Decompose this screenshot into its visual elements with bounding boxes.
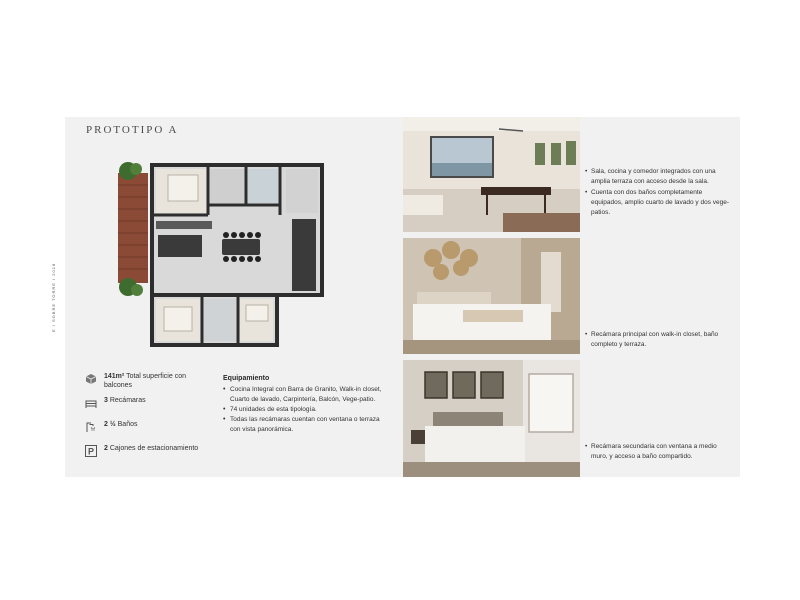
spec-bedrooms-value: 3	[104, 397, 108, 404]
spec-bedrooms	[85, 396, 215, 418]
living-room-description	[585, 167, 735, 219]
equipment-section	[223, 375, 383, 435]
spec-bathrooms-value: 2 ½	[104, 421, 116, 428]
living-room-photo	[403, 117, 580, 232]
secondary-bedroom-description-list	[585, 442, 735, 462]
master-bedroom-description-list	[585, 330, 735, 350]
equipment-list	[223, 385, 383, 435]
equipment-heading: Equipamiento	[223, 375, 270, 382]
spec-bedrooms-label: Recámaras	[109, 397, 146, 404]
spec-bathrooms-label: Baños	[117, 421, 138, 428]
shower-icon	[85, 421, 97, 433]
vertical-credit	[51, 262, 61, 332]
spec-area-value: 141m²	[104, 373, 125, 380]
equipment-item: • Todas las recámaras cuentan con ventana o terraza con vista panorámica.	[223, 415, 383, 435]
spec-parking-text	[104, 444, 198, 453]
master-bedroom-description	[585, 330, 735, 351]
description-item: • Sala, cocina y comedor integrados con una amplia terraza con acceso desde la sala.	[585, 167, 735, 187]
description-item: • Cuenta con dos baños completamente equipados, amplio cuarto de lavado y dos vege-patios.	[585, 188, 735, 218]
spec-bedrooms-text	[104, 396, 146, 405]
spec-area-label: Total superficie con balcones	[104, 373, 186, 389]
spec-bathrooms	[85, 420, 215, 442]
living-room-description-list	[585, 167, 735, 218]
specs-list	[85, 372, 215, 468]
floor-plan	[110, 155, 330, 350]
parking-icon	[85, 445, 97, 457]
spec-parking	[85, 444, 215, 466]
spec-bathrooms-text	[104, 420, 138, 429]
spec-parking-value: 2	[104, 445, 108, 452]
secondary-bedroom-description	[585, 442, 735, 463]
equipment-item: • Cocina Integral con Barra de Granito, Walk-in closet, Cuarto de lavado, Carpintería, Balcón, Vege-patio.	[223, 385, 383, 405]
spec-area-text	[104, 372, 215, 390]
page-title: PROTOTIPO A	[86, 124, 179, 136]
master-bedroom-photo	[403, 238, 580, 354]
equipment-item: • 74 unidades de esta tipología.	[223, 405, 383, 415]
description-item: • Recámara secundaria con ventana a medio muro, y acceso a baño compartido.	[585, 442, 735, 462]
vertical-credit-text: E / SOBRE TORRE / 2018	[51, 262, 56, 332]
area-icon	[85, 373, 97, 385]
spec-parking-label: Cajones de estacionamiento	[109, 445, 199, 452]
spec-area	[85, 372, 215, 394]
svg-text:P: P	[87, 446, 95, 457]
bed-icon	[85, 397, 97, 409]
description-item: • Recámara principal con walk-in closet, baño completo y terraza.	[585, 330, 735, 350]
secondary-bedroom-photo	[403, 360, 580, 477]
